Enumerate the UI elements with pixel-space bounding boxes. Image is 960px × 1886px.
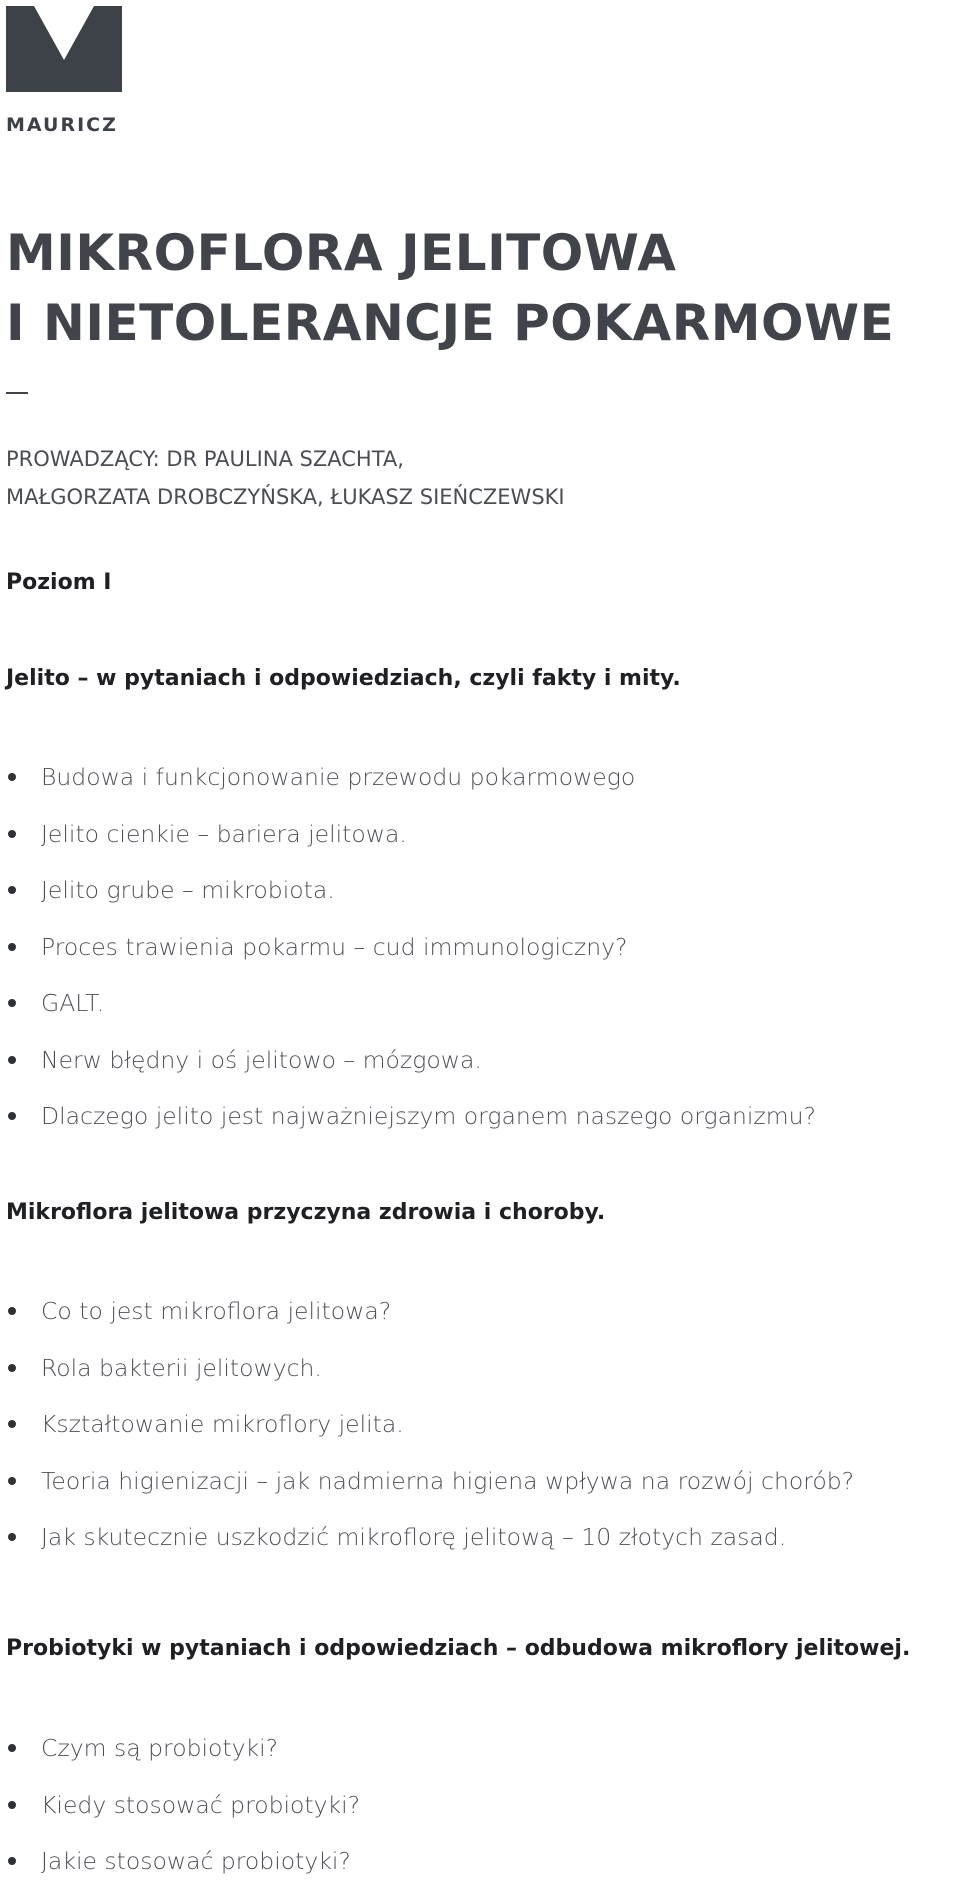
bullet-icon (8, 773, 16, 781)
mauricz-logo (6, 6, 122, 136)
section-list-probiotyki (6, 1733, 360, 1886)
list-item: Co to jest mikroflora jelitowa? (6, 1296, 854, 1353)
list-item: Kiedy stosować probiotyki? (6, 1790, 360, 1847)
section-list-mikroflora (6, 1296, 854, 1579)
bullet-icon (8, 830, 16, 838)
bullet-icon (8, 1112, 16, 1120)
logo-wordmark: MAURICZ (6, 114, 118, 136)
bullet-icon (8, 1801, 16, 1809)
bullet-icon (8, 1477, 16, 1485)
bullet-icon (8, 1420, 16, 1428)
list-item: Jak skutecznie uszkodzić mikroflorę jelitową – 10 złotych zasad. (6, 1522, 854, 1579)
title-separator (6, 392, 28, 394)
list-item: Jakie stosować probiotyki? (6, 1846, 360, 1886)
list-item: Rola bakterii jelitowych. (6, 1353, 854, 1410)
list-item: Jelito cienkie – bariera jelitowa. (6, 819, 816, 876)
course-level: Poziom I (6, 570, 112, 595)
instructors-line-2: MAŁGORZATA DROBCZYŃSKA, ŁUKASZ SIEŃCZEWSKI (6, 485, 565, 509)
bullet-icon (8, 1056, 16, 1064)
section-heading-probiotyki: Probiotyki w pytaniach i odpowiedziach – odbudowa mikroflory jelitowej. (6, 1636, 911, 1661)
list-item: GALT. (6, 988, 816, 1045)
section-heading-jelito: Jelito – w pytaniach i odpowiedziach, czyli fakty i mity. (6, 666, 681, 691)
bullet-icon (8, 943, 16, 951)
course-title-line-2: I NIETOLERANCJE POKARMOWE (6, 294, 895, 352)
instructors-line-1: PROWADZĄCY: DR PAULINA SZACHTA, (6, 447, 404, 471)
bullet-icon (8, 1857, 16, 1865)
course-title (6, 218, 894, 358)
mauricz-m-logo-icon (6, 6, 122, 100)
list-item: Teoria higienizacji – jak nadmierna higiena wpływa na rozwój chorób? (6, 1466, 854, 1523)
bullet-icon (8, 1744, 16, 1752)
list-item: Dlaczego jelito jest najważniejszym organem naszego organizmu? (6, 1101, 816, 1158)
bullet-icon (8, 1533, 16, 1541)
instructors (6, 440, 565, 516)
list-item: Czym są probiotyki? (6, 1733, 360, 1790)
bullet-icon (8, 1307, 16, 1315)
section-heading-mikroflora: Mikroflora jelitowa przyczyna zdrowia i choroby. (6, 1200, 606, 1225)
list-item: Nerw błędny i oś jelitowo – mózgowa. (6, 1045, 816, 1102)
bullet-icon (8, 886, 16, 894)
list-item: Proces trawienia pokarmu – cud immunologiczny? (6, 932, 816, 989)
bullet-icon (8, 999, 16, 1007)
list-item: Jelito grube – mikrobiota. (6, 875, 816, 932)
list-item: Budowa i funkcjonowanie przewodu pokarmowego (6, 762, 816, 819)
course-title-line-1: MIKROFLORA JELITOWA (6, 224, 677, 282)
list-item: Kształtowanie mikroflory jelita. (6, 1409, 854, 1466)
bullet-icon (8, 1364, 16, 1372)
section-list-jelito (6, 762, 816, 1158)
